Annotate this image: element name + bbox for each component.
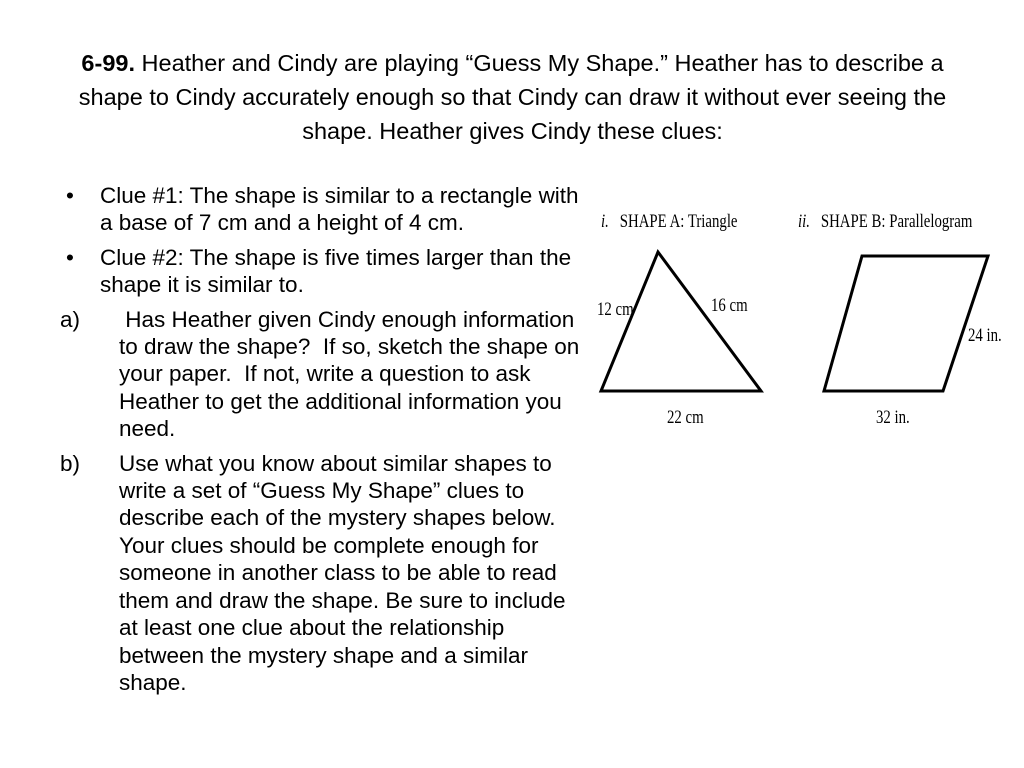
mystery-shapes-figure <box>585 195 1015 445</box>
clue-text: Clue #1: The shape is similar to a rectangle with a base of 7 cm and a height of 4 cm. <box>100 183 579 236</box>
clue-item <box>60 244 580 299</box>
shape-a-roman: i. <box>601 211 609 232</box>
parallelogram-shape <box>824 256 988 391</box>
clue-item <box>60 182 580 237</box>
shapes-drawing <box>585 195 1015 445</box>
triangle-left-side-label: 12 cm <box>597 299 634 320</box>
question-item-a <box>60 306 586 443</box>
problem-intro: Heather and Cindy are playing “Guess My Shape.” Heather has to describe a shape to Cindy accurately enough so that Cindy can draw it without ever seeing the shape. Heather gives Cindy these clues: <box>78 50 947 144</box>
clue-text: Clue #2: The shape is five times larger than the shape it is similar to. <box>100 244 572 298</box>
bullet-marker: • <box>66 183 74 208</box>
problem-header <box>60 46 965 148</box>
problem-number: 6-99. <box>81 50 135 76</box>
parallelogram-base-label: 32 in. <box>876 407 910 428</box>
shape-b-roman: ii. <box>798 211 810 232</box>
parallelogram-side-label: 24 in. <box>968 325 1002 346</box>
triangle-shape <box>601 252 761 391</box>
triangle-base-label: 22 cm <box>667 407 704 428</box>
question-text: Use what you know about similar shapes to write a set of “Guess My Shape” clues to describe each of the mystery shapes below. Your clues should be complete enough for someone in another class to be able to read them and draw the shape. Be sure to include at least one clue about the relationship between the mystery shape and a similar shape. <box>119 450 566 695</box>
question-marker: b) <box>60 450 81 476</box>
clue-and-question-list <box>60 182 586 703</box>
question-marker: a) <box>60 306 81 332</box>
bullet-marker: • <box>66 244 74 270</box>
question-item-b <box>60 450 580 697</box>
shape-b-title: SHAPE B: Parallelogram <box>820 211 973 232</box>
question-text: Has Heather given Cindy enough information to draw the shape? If so, sketch the shape on your paper. If not, write a question to ask Heather to get the additional information you need. <box>119 306 586 442</box>
shape-a-title: SHAPE A: Triangle <box>619 211 738 232</box>
triangle-right-side-label: 16 cm <box>711 295 748 316</box>
